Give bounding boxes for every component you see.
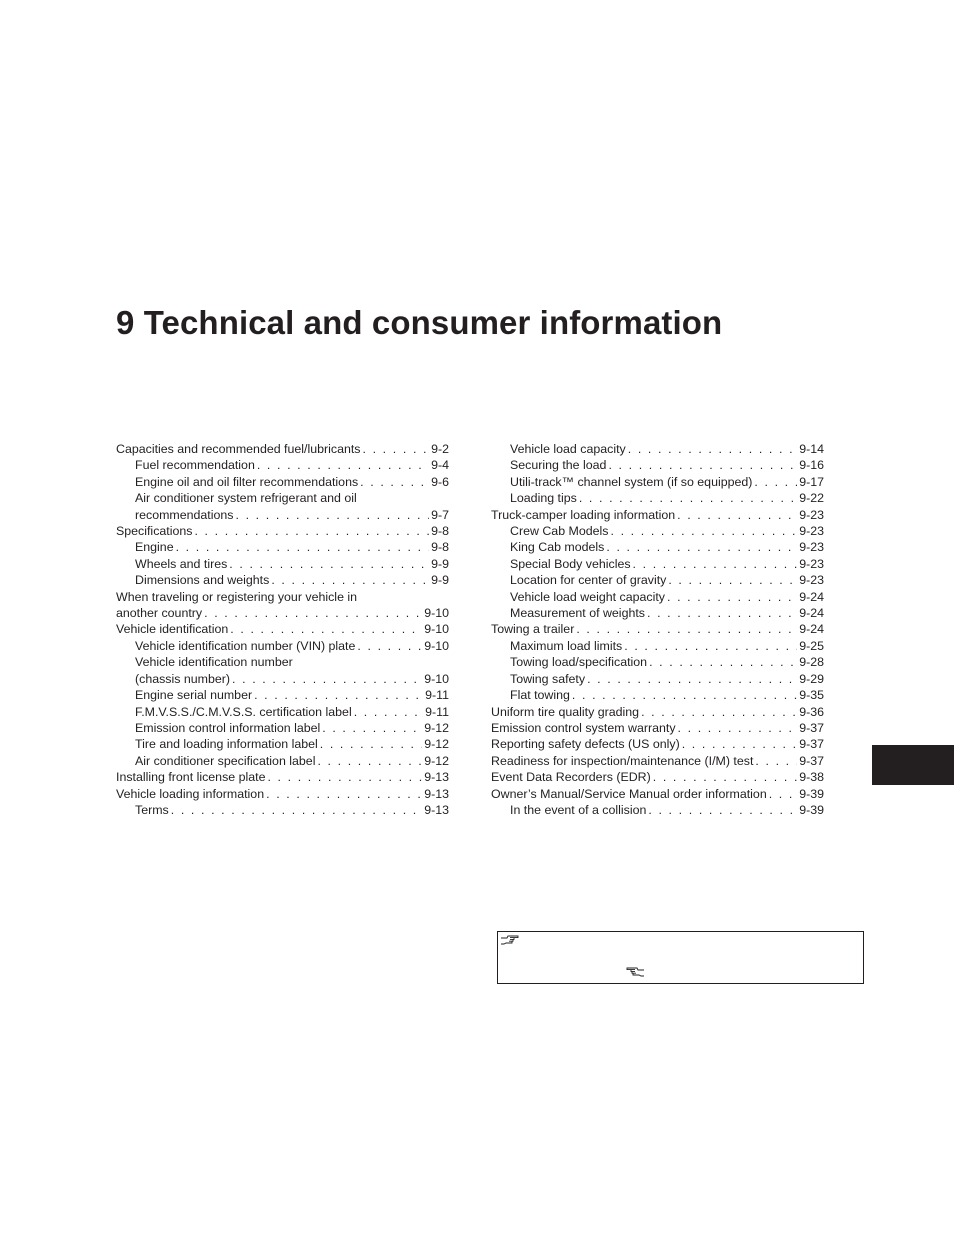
- toc-page-number: 9-10: [424, 606, 449, 621]
- toc-page-number: 9-17: [799, 474, 824, 489]
- toc-entry-title: recommendations: [135, 507, 234, 522]
- toc-entry-title: Dimensions and weights: [135, 573, 270, 588]
- toc-entry[interactable]: [491, 589, 824, 605]
- toc-entry[interactable]: [491, 556, 824, 572]
- toc-entry[interactable]: [491, 474, 824, 490]
- toc-dot-leader: [232, 671, 422, 687]
- toc-entry-title: Reporting safety defects (US only): [491, 737, 680, 752]
- toc-dot-leader: [677, 507, 797, 523]
- toc-entry-title: Vehicle load capacity: [510, 442, 626, 456]
- toc-entry[interactable]: [491, 507, 824, 523]
- toc-entry-title: Uniform tire quality grading: [491, 704, 640, 719]
- toc-page-number: 9-6: [431, 474, 449, 489]
- toc-entry[interactable]: [116, 556, 449, 572]
- toc-column-right: [491, 441, 824, 818]
- toc-page-number: 9-37: [799, 737, 824, 752]
- toc-entry[interactable]: [116, 736, 449, 752]
- toc-page-number: 9-12: [424, 720, 449, 735]
- toc-entry[interactable]: [491, 786, 824, 802]
- toc-entry[interactable]: [116, 572, 449, 588]
- toc-page-number: 9-24: [799, 589, 824, 604]
- toc-page-number: 9-25: [799, 638, 824, 653]
- toc-page-number: 9-35: [799, 688, 824, 703]
- toc-entry[interactable]: [116, 638, 449, 654]
- toc-page-number: 9-23: [799, 507, 824, 522]
- toc-page-number: 9-13: [424, 802, 449, 817]
- toc-dot-leader: [204, 605, 422, 621]
- toc-page-number: 9-13: [424, 770, 449, 785]
- toc-page-number: 9-12: [424, 737, 449, 752]
- toc-entry-title: Flat towing: [510, 688, 570, 703]
- toc-entry[interactable]: [116, 621, 449, 637]
- toc-page-number: 9-24: [799, 622, 824, 637]
- toc-entry-title: King Cab models: [510, 540, 605, 555]
- toc-page-number: 9-24: [799, 606, 824, 621]
- toc-dot-leader: [176, 539, 429, 555]
- toc-page-number: 9-39: [799, 786, 824, 801]
- toc-entry[interactable]: [491, 704, 824, 720]
- toc-dot-leader: [769, 786, 797, 802]
- toc-entry-title: Terms: [135, 802, 169, 817]
- toc-dot-leader: [229, 556, 429, 572]
- toc-page-number: 9-11: [425, 688, 449, 703]
- toc-dot-leader: [235, 507, 429, 523]
- toc-entry-title: Owner’s Manual/Service Manual order information: [491, 786, 767, 801]
- toc-entry[interactable]: [491, 572, 824, 588]
- toc-dot-leader: [230, 621, 422, 637]
- toc-page-number: 9-12: [424, 753, 449, 768]
- toc-page-number: 9-14: [799, 442, 824, 456]
- toc-dot-leader: [624, 638, 797, 654]
- toc-entry[interactable]: [491, 441, 824, 457]
- toc-entry[interactable]: [116, 704, 449, 720]
- toc-page-number: 9-23: [799, 540, 824, 555]
- toc-dot-leader: [678, 720, 798, 736]
- toc-entry-title: Engine: [135, 540, 174, 555]
- toc-entry-title: Securing the load: [510, 458, 607, 473]
- toc-entry-title: Special Body vehicles: [510, 556, 631, 571]
- toc-dot-leader: [354, 704, 423, 720]
- toc-entry-title: Tire and loading information label: [135, 737, 318, 752]
- pointing-hand-left-icon: [625, 965, 645, 983]
- toc-page-number: 9-29: [799, 671, 824, 686]
- toc-entry-title: Truck-camper loading information: [491, 507, 676, 522]
- toc-dot-leader: [682, 736, 797, 752]
- toc-page-number: 9-9: [431, 573, 449, 588]
- toc-page-number: 9-16: [799, 458, 824, 473]
- toc-dot-leader: [267, 769, 422, 785]
- toc-dot-leader: [360, 474, 429, 490]
- toc-entry[interactable]: [116, 539, 449, 555]
- toc-entry[interactable]: [491, 736, 824, 752]
- toc-entry[interactable]: [491, 457, 824, 473]
- toc-entry-title: Vehicle loading information: [116, 786, 265, 801]
- toc-dot-leader: [576, 621, 797, 637]
- toc-entry[interactable]: [116, 654, 449, 687]
- toc-dot-leader: [754, 474, 797, 490]
- toc-entry[interactable]: [116, 753, 449, 769]
- toc-page-number: 9-23: [799, 524, 824, 539]
- toc-entry-title: Measurement of weights: [510, 606, 645, 621]
- toc-dot-leader: [266, 786, 422, 802]
- toc-entry[interactable]: [116, 474, 449, 490]
- toc-entry[interactable]: [116, 720, 449, 736]
- toc-entry-title: Fuel recommendation: [135, 458, 255, 473]
- toc-entry[interactable]: [491, 671, 824, 687]
- toc-dot-leader: [357, 638, 422, 654]
- toc-entry-title: In the event of a collision: [510, 802, 647, 817]
- toc-entry-title: Vehicle load weight capacity: [510, 589, 665, 604]
- toc-dot-leader: [641, 704, 797, 720]
- toc-dot-leader: [194, 523, 429, 539]
- toc-page-number: 9-10: [424, 671, 449, 686]
- toc-entry[interactable]: [116, 589, 449, 622]
- toc-page-number: 9-11: [425, 704, 449, 719]
- note-box: [497, 931, 864, 984]
- toc-entry-title: F.M.V.S.S./C.M.V.S.S. certification label: [135, 704, 352, 719]
- toc-entry[interactable]: [491, 753, 824, 769]
- toc-dot-leader: [322, 720, 422, 736]
- toc-page-number: 9-4: [431, 458, 449, 473]
- toc-entry[interactable]: [491, 769, 824, 785]
- toc-dot-leader: [755, 753, 797, 769]
- toc-page-number: 9-23: [799, 573, 824, 588]
- toc-page-number: 9-37: [799, 753, 824, 768]
- toc-dot-leader: [647, 605, 797, 621]
- toc-dot-leader: [579, 490, 797, 506]
- toc-entry-title: Crew Cab Models: [510, 524, 609, 539]
- toc-entry[interactable]: [491, 605, 824, 621]
- toc-entry[interactable]: [116, 802, 449, 818]
- toc-entry-title: Towing a trailer: [491, 622, 575, 637]
- toc-entry-title: Wheels and tires: [135, 556, 228, 571]
- toc-entry-title: Air conditioner specification label: [135, 753, 316, 768]
- toc-page-number: 9-9: [431, 556, 449, 571]
- toc-entry[interactable]: [491, 654, 824, 670]
- toc-entry[interactable]: [116, 523, 449, 539]
- toc-dot-leader: [648, 802, 797, 818]
- toc-entry[interactable]: [491, 539, 824, 555]
- toc-page-number: 9-28: [799, 655, 824, 670]
- toc-entry[interactable]: [116, 490, 449, 523]
- toc-entry[interactable]: [491, 720, 824, 736]
- toc-dot-leader: [653, 769, 797, 785]
- toc-entry-title: Utili-track™ channel system (if so equipped): [510, 474, 753, 489]
- toc-page-number: 9-8: [431, 524, 449, 539]
- toc-entry-title-line1: Air conditioner system refrigerant and oil: [135, 491, 357, 506]
- toc-entry[interactable]: [491, 490, 824, 506]
- toc-dot-leader: [320, 736, 422, 752]
- toc-entry[interactable]: [491, 638, 824, 654]
- toc-entry-title: Loading tips: [510, 491, 577, 506]
- pointing-hand-right-icon: [500, 933, 520, 951]
- toc-dot-leader: [608, 457, 797, 473]
- toc-dot-leader: [667, 589, 797, 605]
- toc-entry-title: Towing safety: [510, 671, 586, 686]
- toc-page-number: 9-22: [799, 491, 824, 506]
- toc-entry[interactable]: [491, 687, 824, 703]
- toc-entry-title: Readiness for inspection/maintenance (I/M) test: [491, 753, 754, 768]
- toc-dot-leader: [610, 523, 797, 539]
- toc-page-number: 9-10: [424, 622, 449, 637]
- toc-dot-leader: [271, 572, 429, 588]
- toc-entry-title: Emission control system warranty: [491, 720, 676, 735]
- toc-entry-title: Capacities and recommended fuel/lubricants: [116, 442, 361, 456]
- toc-dot-leader: [628, 441, 797, 457]
- toc-dot-leader: [257, 457, 429, 473]
- toc-entry-title: Emission control information label: [135, 720, 321, 735]
- toc-entry-title-line1: Vehicle identification number: [135, 655, 293, 670]
- toc-entry[interactable]: [116, 786, 449, 802]
- toc-entry-title: another country: [116, 606, 203, 621]
- toc-entry[interactable]: [491, 523, 824, 539]
- page-title: 9 Technical and consumer information: [116, 304, 723, 341]
- toc-page-number: 9-2: [431, 442, 449, 456]
- toc-entry-title: Vehicle identification number (VIN) plate: [135, 638, 356, 653]
- toc-dot-leader: [606, 539, 797, 555]
- chapter-tab-marker: [872, 745, 954, 785]
- toc-page-number: 9-10: [424, 638, 449, 653]
- toc-entry-title: Maximum load limits: [510, 638, 623, 653]
- toc-page-number: 9-23: [799, 556, 824, 571]
- toc-entry-title: Engine serial number: [135, 688, 253, 703]
- toc-dot-leader: [649, 654, 797, 670]
- toc-page-number: 9-36: [799, 704, 824, 719]
- toc-page-number: 9-38: [799, 770, 824, 785]
- toc-page-number: 9-7: [431, 507, 449, 522]
- toc-entry-title: Specifications: [116, 524, 193, 539]
- toc-dot-leader: [363, 441, 430, 457]
- toc-entry-title: Installing front license plate: [116, 770, 266, 785]
- toc-entry-title: Towing load/specification: [510, 655, 648, 670]
- toc-page-number: 9-13: [424, 786, 449, 801]
- toc-entry-title-line1: When traveling or registering your vehicle in: [116, 589, 358, 604]
- toc-entry-title: Location for center of gravity: [510, 573, 667, 588]
- toc-entry-title: (chassis number): [135, 671, 231, 686]
- toc-entry[interactable]: [116, 769, 449, 785]
- toc-entry-title: Event Data Recorders (EDR): [491, 770, 651, 785]
- toc-entry[interactable]: [116, 687, 449, 703]
- toc-entry[interactable]: [116, 441, 449, 457]
- toc-dot-leader: [254, 687, 423, 703]
- toc-dot-leader: [572, 687, 797, 703]
- toc-page-number: 9-37: [799, 720, 824, 735]
- toc-entry[interactable]: [491, 802, 824, 818]
- toc-page-number: 9-39: [799, 802, 824, 817]
- toc-entry[interactable]: [116, 457, 449, 473]
- toc-entry-title: Vehicle identification: [116, 622, 229, 637]
- toc-entry[interactable]: [491, 621, 824, 637]
- toc-column-left: [116, 441, 449, 818]
- toc-page-number: 9-8: [431, 540, 449, 555]
- toc-dot-leader: [668, 572, 797, 588]
- toc-dot-leader: [171, 802, 422, 818]
- toc-entry-title: Engine oil and oil filter recommendations: [135, 474, 359, 489]
- toc-dot-leader: [317, 753, 422, 769]
- toc-dot-leader: [633, 556, 798, 572]
- toc-dot-leader: [587, 671, 797, 687]
